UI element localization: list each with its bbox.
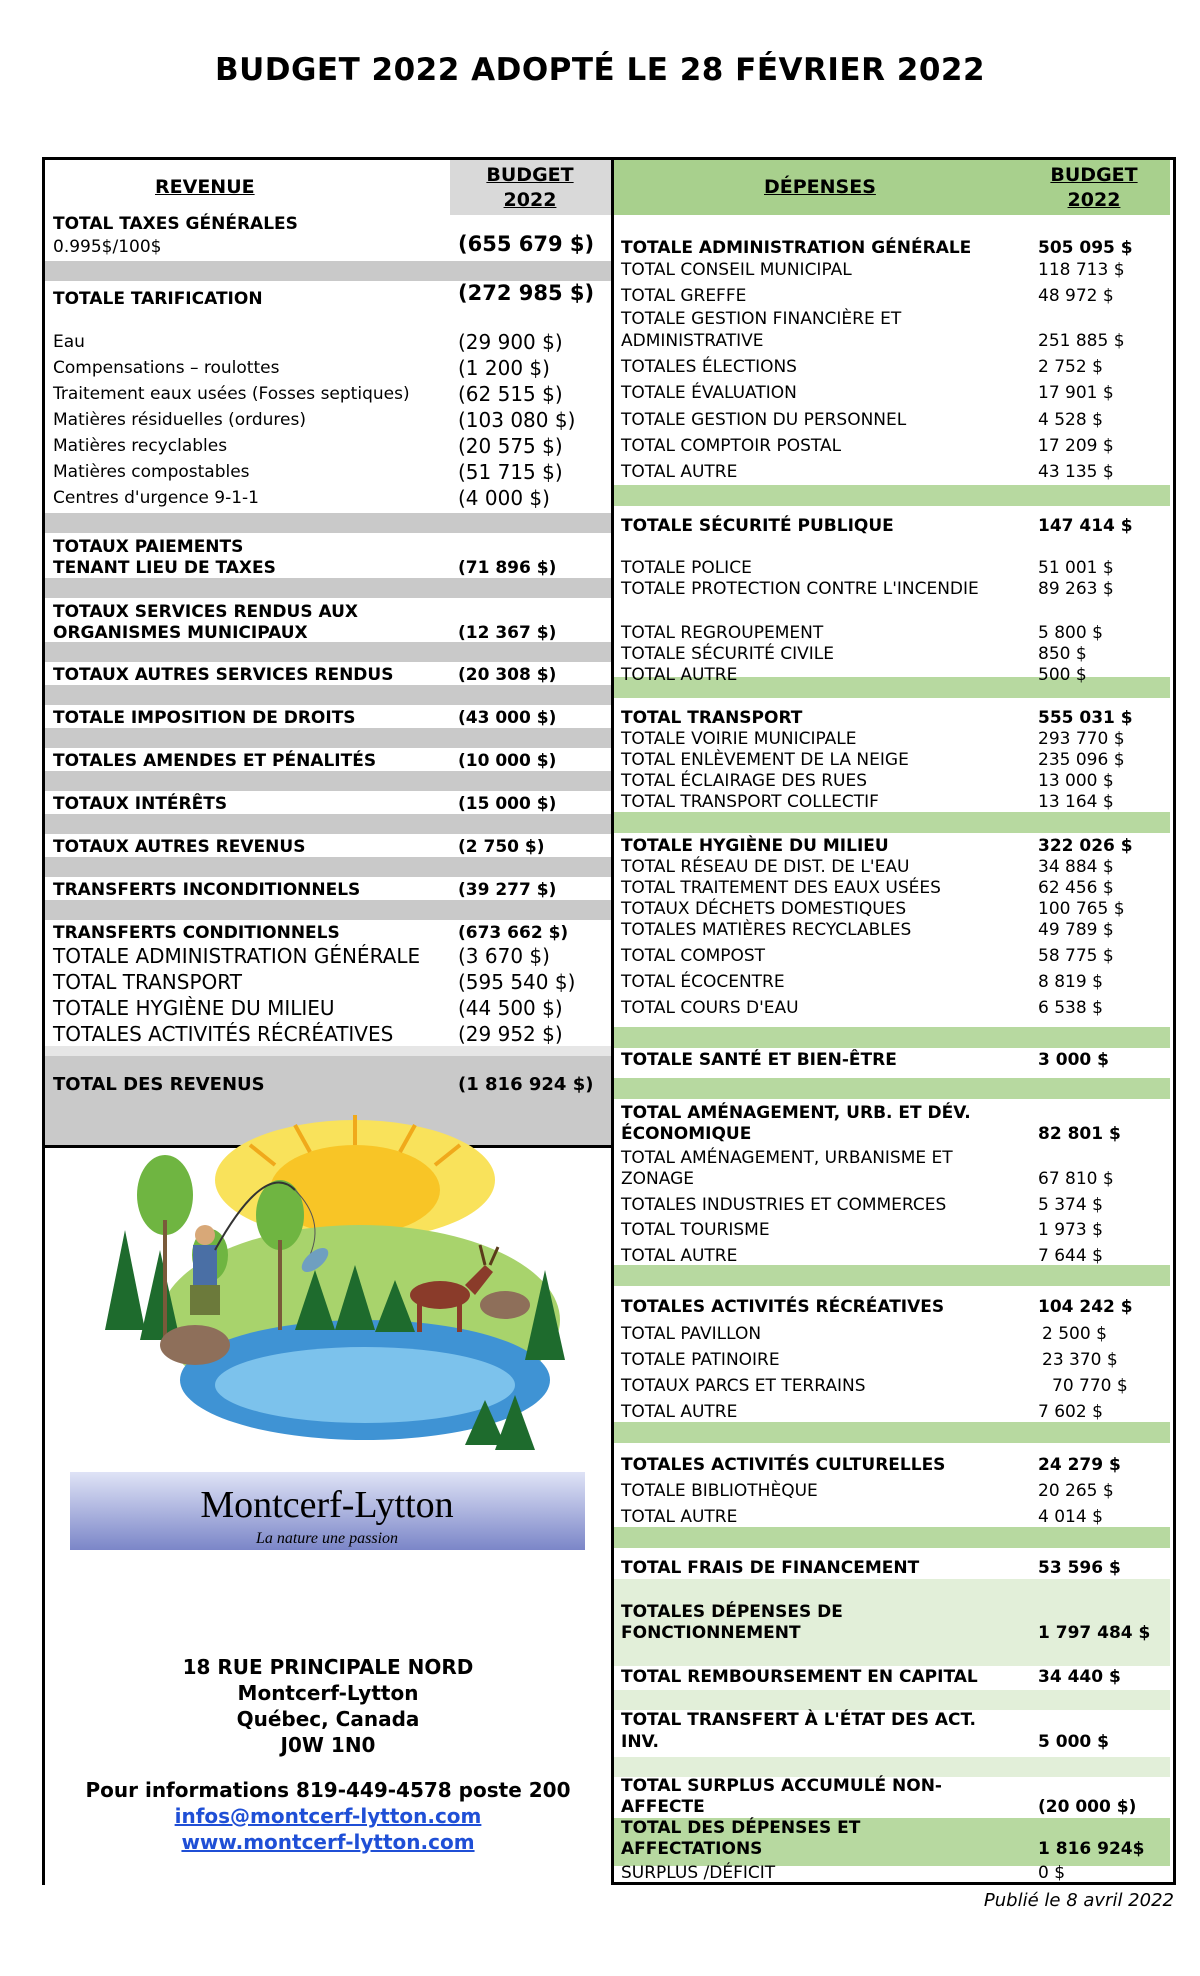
contact-email-link[interactable]: infos@montcerf-lytton.com — [174, 1804, 482, 1828]
expenses-header-budget-line1: BUDGET — [1050, 164, 1138, 186]
address-line: Québec, Canada — [236, 1707, 420, 1731]
separator — [45, 261, 611, 281]
separator — [614, 1579, 1170, 1600]
logo-tagline: La nature une passion — [255, 1530, 399, 1547]
address-block — [42, 1654, 614, 1758]
address-line: Montcerf-Lytton — [237, 1681, 419, 1705]
logo-name: Montcerf-Lytton — [200, 1484, 454, 1526]
published-date: Publié le 8 avril 2022 — [983, 1890, 1174, 1911]
expenses-table: DÉPENSES BUDGET 2022 TOTALE ADMINISTRATION GÉNÉRALE 505 095 $ TOTAL CONSEIL MUNICIPAL 118 713 $ TOTAL GREFFE 48 972 $ TOTALE GESTION FINANCIÈRE ET ADMINISTRATIVE 251 885 $ TOTALES ÉLECTIONS 2 752 $ TOTALE ÉVALUATION 17 901 $ TOTALE GESTION DU PERSONNEL 4 528 $ TOTAL COMPTOIR POSTAL 17 209 $ TOTAL AUTRE 43 135 $ TOTALE SÉCURITÉ PUBLIQUE 147 414 $ TOTALE POLICE 51 001 $ TOTALE PROTECTION CONTRE L'INCENDIE 89 263 $ TOTAL REGROUPEMENT 5 800 $ TOTALE SÉCURITÉ CIVILE 850 $ TOTAL AUTRE 500 $ TOTAL TRANSPORT 555 031 $ TOTALE VOIRIE MUNICIPALE 293 770 $ TOTAL ENLÈVEMENT DE LA NEIGE 235 096 $ TOTAL ÉCLAIRAGE DES RUES 13 000 $ TOTAL TRANSPORT COLLECTIF 13 164 $ TOTALE HYGIÈNE DU MILIEU 322 026 $ TOTAL RÉSEAU DE DIST. DE L'EAU 34 884 $ TOTAL TRAITEMENT DES EAUX USÉES 62 456 $ TOTAUX DÉCHETS DOMESTIQUES 100 765 $ TOTALES MATIÈRES RECYCLABLES 49 789 $ TOTAL COMPOST 58 775 $ TOTAL ÉCOCENTRE 8 819 $ TOTAL COURS D'EAU 6 538 $ TOTALE SANTÉ ET BIEN-ÊTRE 3 000 $ TOTAL AMÉNAGEMENT, URB. ET DÉV. ÉCONOMIQUE 82 801 $ TOTAL AMÉNAGEMENT, URBANISME ET ZONAGE 67 810 $ TOTALES INDUSTRIES ET COMMERCES 5 374 $ TOTAL TOURISME 1 973 $ TOTAL AUTRE 7 644 $ TOTALES ACTIVITÉS RÉCRÉATIVES 104 242 $ TOTAL PAVILLON 2 500 $ TOTALE PATINOIRE 23 370 $ TOTAUX PARCS ET TERRAINS 70 770 $ TOTAL AUTRE 7 602 $ TOTALES ACTIVITÉS CULTURELLES 24 279 $ TOTALE BIBLIOTHÈQUE 20 265 $ TOTAL AUTRE 4 014 $ TOTAL FRAIS DE FINANCEMENT 53 596 $ TOTALES DÉPENSES DE FONCTIONNEMENT 1 797 484 $ TOTAL REMBOURSEMENT EN CAPITAL 34 440 $ TOTAL TRANSFERT À L'ÉTAT DES ACT. INV. 5 000 $ TOTAL SURPLUS ACCUMULÉ NON- AFFECTE (20 000 $) TOTAL DES DÉPENSES ET AFFECTATIONS 1 816 924$ SURPLUS /DÉFICIT 0 $ — [614, 157, 1176, 1885]
revenue-table: REVENUE BUDGET 2022 TOTAL TAXES GÉNÉRALES 0.995$/100$ (655 679 $) TOTALE TARIFICATION (272 985 $) Eau (29 900 $) Compensations – roulottes (1 200 $) Traitement eaux usées (Fosses septiques) (62 515 $) Matières résiduelles (ordures) (103 080 $) Matières recyclables (20 575 $) Matières compostables (51 715 $) Centres d'urgence 9-1-1 (4 000 $) TOTAUX PAIEMENTS TENANT LIEU DE TAXES (71 896 $) TOTAUX SERVICES RENDUS AUX ORGANISMES MUNICIPAUX (12 367 $) TOTAUX AUTRES SERVICES RENDUS (20 308 $) TOTALE IMPOSITION DE DROITS (43 000 $) TOTALES AMENDES ET PÉNALITÉS (10 000 $) TOTAUX INTÉRÊTS (15 000 $) TOTAUX AUTRES REVENUS (2 750 $) TRANSFERTS INCONDITIONNELS (39 277 $) TRANSFERTS CONDITIONNELS (673 662 $) TOTALE ADMINISTRATION GÉNÉRALE (3 670 $) TOTAL TRANSPORT (595 540 $) TOTALE HYGIÈNE DU MILIEU (44 500 $) TOTALES ACTIVITÉS RÉCRÉATIVES (29 952 $) TOTAL DES REVENUS (1 816 924 $) — [42, 157, 614, 1885]
separator — [45, 685, 611, 705]
separator — [45, 578, 611, 598]
contact-website-link[interactable]: www.montcerf-lytton.com — [181, 1830, 475, 1854]
expenses-header-budget-line2: 2022 — [1067, 189, 1121, 211]
contact-phone: Pour informations 819-449-4578 poste 200 — [85, 1778, 571, 1802]
revenue-header-budget-line2: 2022 — [503, 189, 557, 211]
separator — [614, 1027, 1170, 1048]
revenue-header-budget — [485, 163, 575, 213]
montcerf-lytton-logo — [65, 1100, 585, 1580]
contact-block — [42, 1777, 614, 1855]
address-line: J0W 1N0 — [280, 1733, 376, 1757]
separator — [614, 812, 1170, 833]
separator — [614, 1422, 1170, 1443]
separator — [614, 1648, 1170, 1666]
expenses-header-budget — [1044, 163, 1144, 213]
separator — [614, 1265, 1170, 1286]
address-line: 18 RUE PRINCIPALE NORD — [182, 1655, 474, 1679]
expenses-header-label: DÉPENSES — [764, 176, 876, 198]
separator — [614, 1757, 1170, 1777]
separator — [45, 900, 611, 920]
separator — [614, 485, 1170, 506]
separator — [614, 1078, 1170, 1099]
revenue-header-label: REVENUE — [155, 176, 255, 198]
separator — [45, 642, 611, 662]
separator — [45, 857, 611, 877]
revenue-header-budget-line1: BUDGET — [486, 164, 574, 186]
page-title: BUDGET 2022 ADOPTÉ LE 28 FÉVRIER 2022 — [214, 52, 986, 88]
separator — [45, 771, 611, 791]
separator — [614, 1690, 1170, 1710]
separator — [45, 513, 611, 533]
separator — [614, 1527, 1170, 1548]
separator — [45, 814, 611, 834]
separator — [45, 728, 611, 748]
